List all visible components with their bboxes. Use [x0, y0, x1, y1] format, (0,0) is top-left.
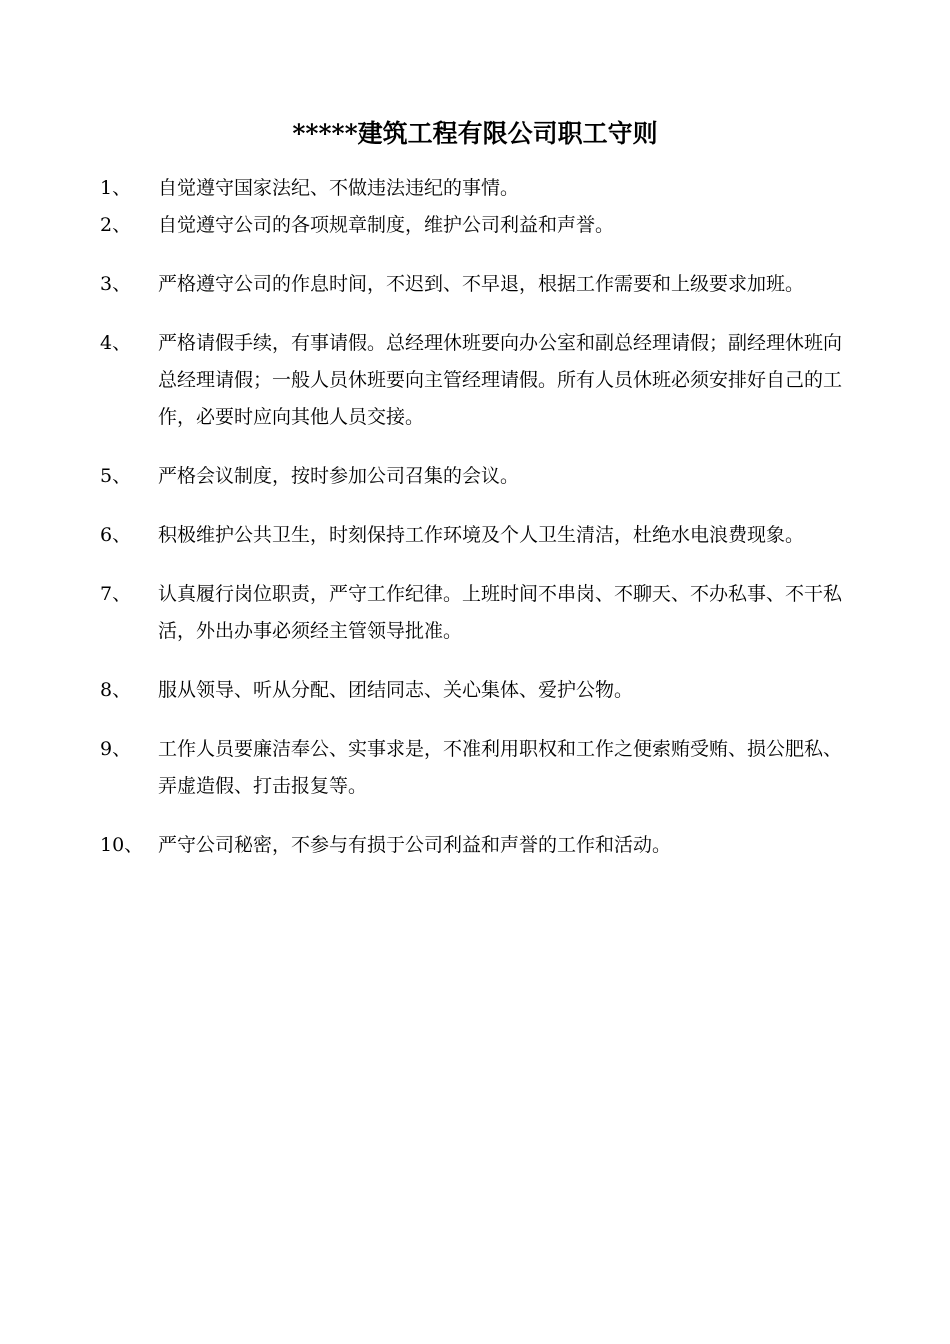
rule-text: 自觉遵守公司的各项规章制度，维护公司利益和声誉。	[158, 214, 615, 236]
rule-text: 服从领导、听从分配、团结同志、关心集体、爱护公物。	[158, 679, 634, 701]
rule-item-2	[100, 207, 860, 244]
rule-text: 严守公司秘密，不参与有损于公司利益和声誉的工作和活动。	[158, 834, 672, 856]
rule-text: 严格会议制度，按时参加公司召集的会议。	[158, 465, 520, 487]
rule-number: 1、	[100, 177, 132, 199]
rule-text: 严格请假手续，有事请假。总经理休班要向办公室和副总经理请假；副经理休班向总经理请假；一般人员休班要向主管经理请假。所有人员休班必须安排好自己的工作，必要时应向其他人员交接。	[158, 332, 843, 428]
rule-number: 10、	[100, 834, 144, 856]
rules-list	[100, 170, 860, 864]
rule-number: 6、	[100, 524, 132, 546]
rule-text: 工作人员要廉洁奉公、实事求是，不准利用职权和工作之便索贿受贿、损公肥私、弄虚造假、打击报复等。	[158, 738, 843, 797]
rule-number: 9、	[100, 738, 132, 760]
rule-item-1	[100, 170, 860, 207]
rule-item-4	[100, 325, 860, 436]
rule-text: 认真履行岗位职责，严守工作纪律。上班时间不串岗、不聊天、不办私事、不干私活，外出办事必须经主管领导批准。	[158, 583, 843, 642]
rule-item-10	[100, 827, 860, 864]
rule-number: 2、	[100, 214, 132, 236]
rule-number: 8、	[100, 679, 132, 701]
document-title: *****建筑工程有限公司职工守则	[292, 119, 658, 148]
rule-number: 7、	[100, 583, 132, 605]
rule-text: 积极维护公共卫生，时刻保持工作环境及个人卫生清洁，杜绝水电浪费现象。	[158, 524, 805, 546]
rule-item-6	[100, 517, 860, 554]
rule-item-9	[100, 731, 860, 805]
rule-number: 4、	[100, 332, 132, 354]
rule-item-3	[100, 266, 860, 303]
rule-text: 自觉遵守国家法纪、不做违法违纪的事情。	[158, 177, 520, 199]
rule-item-8	[100, 672, 860, 709]
rule-number: 3、	[100, 273, 132, 295]
rule-item-5	[100, 458, 860, 495]
rule-text: 严格遵守公司的作息时间，不迟到、不早退，根据工作需要和上级要求加班。	[158, 273, 805, 295]
rule-item-7	[100, 576, 860, 650]
rule-number: 5、	[100, 465, 132, 487]
